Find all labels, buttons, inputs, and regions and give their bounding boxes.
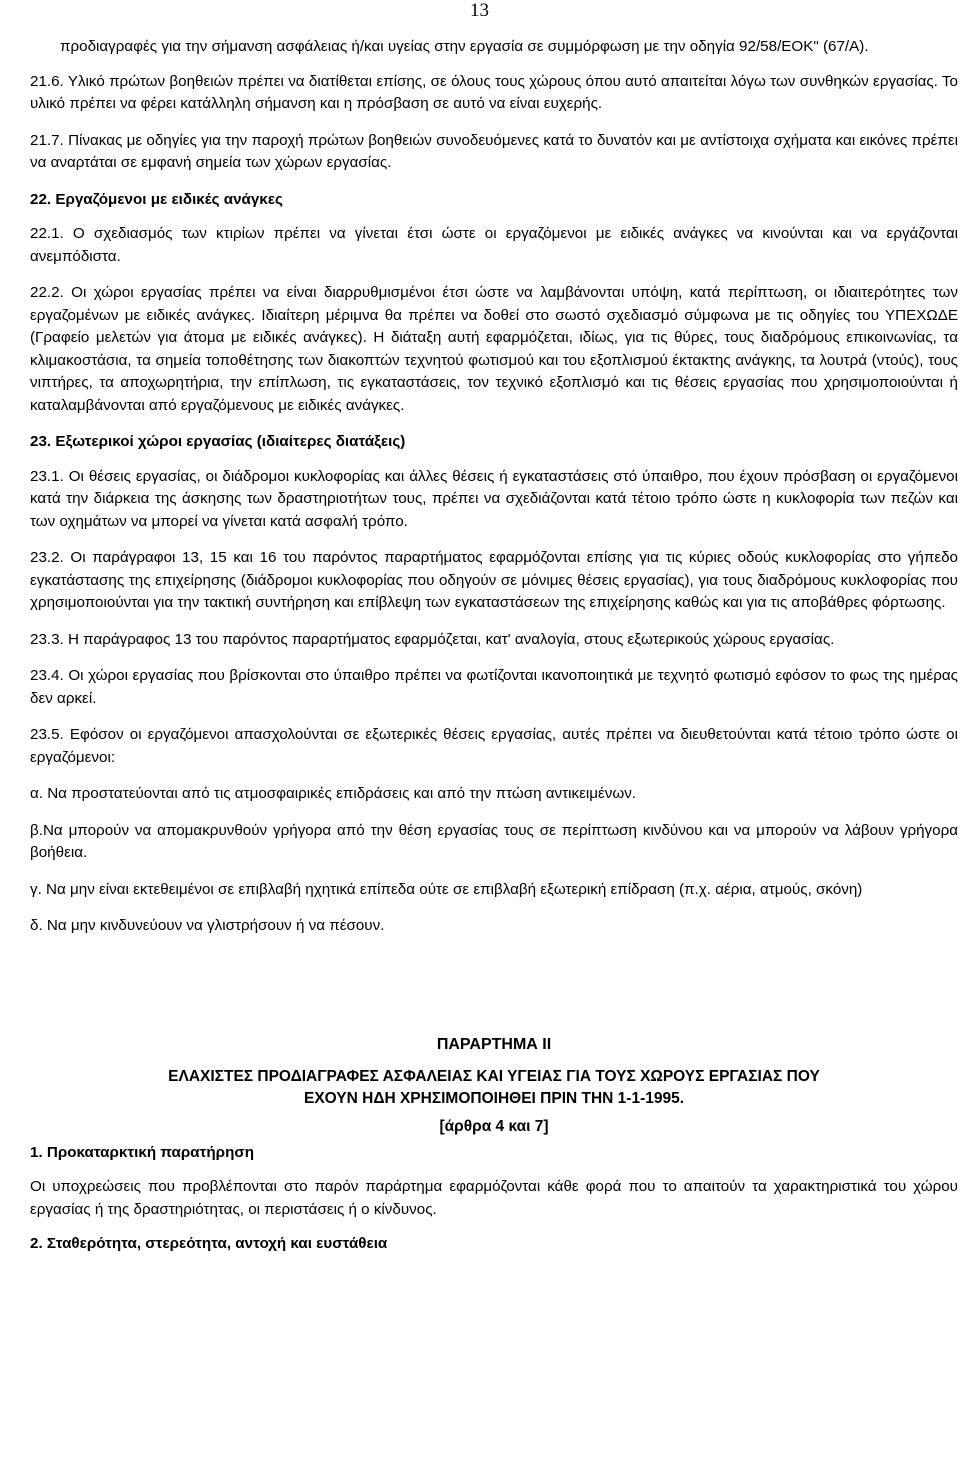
annex-paragraph-1: Οι υποχρεώσεις που προβλέπονται στο παρόν παράρτημα εφαρμόζονται κάθε φορά που το απαιτούν τα χαρακτηριστικά του χώρου εργασίας ή της δραστηριότητας, οι περιστάσεις ή ο κίνδυνος.	[30, 1178, 958, 1218]
list-item-d: δ. Να μην κινδυνεύουν να γλιστρήσουν ή να πέσουν.	[30, 917, 385, 934]
annex-title: ΠΑΡΑΡΤΗΜΑ ΙΙ	[436, 1035, 552, 1053]
section-heading-22: 22. Εργαζόμενοι με ειδικές ανάγκες	[30, 190, 283, 208]
annex-articles-ref: [άρθρα 4 και 7]	[439, 1117, 549, 1135]
paragraph-23-4: 23.4. Οι χώροι εργασίας που βρίσκονται στο ύπαιθρο πρέπει να φωτίζονται ικανοποιητικά με τεχνητό φωτισμό εφόσον το φως της ημέρας δεν αρκεί.	[30, 667, 958, 707]
paragraph-22-1: 22.1. Ο σχεδιασμός των κτιρίων πρέπει να γίνεται έτσι ώστε οι εργαζόμενοι με ειδικές ανάγκες να κινούνται και να εργάζονται ανεμπόδιστα.	[30, 225, 958, 265]
paragraph-21-7: 21.7. Πίνακας με οδηγίες για την παροχή πρώτων βοηθειών συνοδευόμενες κατά το δυνατόν και με αντίστοιχα σχήματα και εικόνες πρέπει να αναρτάται σε εμφανή σημεία των χώρων εργασίας.	[30, 131, 958, 171]
paragraph-intro: προδιαγραφές για την σήμανση ασφάλειας ή/και υγείας στην εργασία σε συμμόρφωση με την οδηγία 92/58/ΕΟΚ" (67/Α).	[60, 38, 869, 55]
paragraph-23-1: 23.1. Οι θέσεις εργασίας, οι διάδρομοι κυκλοφορίας και άλλες θέσεις ή εγκαταστάσεις στό ύπαιθρο, που έχουν πρόσβαση οι εργαζόμενοι κατά την διάρκεια της άσκησης των δραστηριοτήτων τους, πρέπει να σχεδιάζονται κατά τέτοιο τρόπο ώστε η κυκλοφορία των πεζών και των οχημάτων να μπορεί να γίνεται κατά ασφαλή τρόπο.	[30, 467, 958, 530]
paragraph-21-6: 21.6. Υλικό πρώτων βοηθειών πρέπει να διατίθεται επίσης, σε όλους τους χώρους όπου αυτό απαιτείται λόγω των συνθηκών εργασίας. Το υλικό πρέπει να φέρει κατάλληλη σήμανση και η πρόσβαση σε αυτό να είναι ευχερής.	[30, 72, 958, 112]
annex-heading-2: 2. Σταθερότητα, στερεότητα, αντοχή και ευστάθεια	[30, 1235, 388, 1252]
paragraph-23-2: 23.2. Οι παράγραφοι 13, 15 και 16 του παρόντος παραρτήματος εφαρμόζονται επίσης για τις κύριες οδούς κυκλοφορίας στο γήπεδο εγκατάστασης της επιχείρησης (διάδρομοι κυκλοφορίας που οδηγούν σε μόνιμες θέσεις εργασίας), για τους διαδρόμους κυκλοφορίας που χρησιμοποιούνται για την τακτική συντήρηση και επίβλεψη των εγκαταστάσεων της επιχείρησης καθώς και για τις αποβάθρες φόρτωσης.	[30, 549, 958, 611]
annex-heading-1: 1. Προκαταρκτική παρατήρηση	[30, 1143, 255, 1161]
document-body	[30, 36, 958, 1256]
page-gap	[30, 938, 958, 1034]
list-item-a: α. Να προστατεύονται από τις ατμοσφαιρικές επιδράσεις και από την πτώση αντικειμένων.	[30, 785, 637, 802]
list-item-b: β.Να μπορούν να απομακρυνθούν γρήγορα από την θέση εργασίας τους σε περίπτωση κινδύνου και να μπορούν να λάβουν γρήγορα βοήθεια.	[30, 821, 958, 861]
page-number: 13	[470, 0, 489, 21]
paragraph-23-3: 23.3. Η παράγραφος 13 του παρόντος παραρτήματος εφαρμόζεται, κατ' αναλογία, στους εξωτερικούς χώρους εργασίας.	[30, 630, 835, 648]
annex-subtitle-line-2: ΕΧΟΥΝ ΗΔΗ ΧΡΗΣΙΜΟΠΟΙΗΘΕΙ ΠΡΙΝ ΤΗΝ 1-1-1995.	[303, 1089, 685, 1107]
list-item-c: γ. Να μην είναι εκτεθειμένοι σε επιβλαβή ηχητικά επίπεδα ούτε σε επιβλαβή εξωτερική επίδραση (π.χ. αέρια, ατμούς, σκόνη)	[30, 880, 863, 898]
annex-subtitle-line-1: ΕΛΑΧΙΣΤΕΣ ΠΡΟΔΙΑΓΡΑΦΕΣ ΑΣΦΑΛΕΙΑΣ ΚΑΙ ΥΓΕΙΑΣ ΓΙΑ ΤΟΥΣ ΧΩΡΟΥΣ ΕΡΓΑΣΙΑΣ ΠΟΥ	[168, 1067, 820, 1085]
paragraph-23-5: 23.5. Εφόσον οι εργαζόμενοι απασχολούνται σε εξωτερικές θέσεις εργασίας, αυτές πρέπει να διευθετούνται κατά τέτοιο τρόπο ώστε οι εργαζόμενοι:	[30, 726, 958, 766]
section-heading-23: 23. Εξωτερικοί χώροι εργασίας (ιδιαίτερες διατάξεις)	[30, 433, 406, 450]
paragraph-22-2: 22.2. Οι χώροι εργασίας πρέπει να είναι διαρρυθμισμένοι έτσι ώστε να λαμβάνονται υπόψη, κατά περίπτωση, οι ιδιαιτερότητες των εργαζομένων με ειδικές ανάγκες. Ιδιαίτερη μέριμνα θα πρέπει να δοθεί στο σωστό σχεδιασμό σύμφωνα με τις οδηγίες του ΥΠΕΧΩΔΕ (Γραφείο μελετών για άτομα με ειδικές ανάγκες). Η διάταξη αυτή εφαρμόζεται, ιδίως, για τις θύρες, τους διαδρόμους επικοινωνίας, τα κλιμακοστάσια, τα σημεία τοποθέτησης των διακοπτών τεχνητού φωτισμού και του εξοπλισμού έκτακτης ανάγκης, τα λουτρά (ντούς), τους νιπτήρες, τα αποχωρητήρια, την επίπλωση, τις εγκαταστάσεις, τον τεχνικό εξοπλισμό και τις θέσεις εργασίας που χρησιμοποιούνται ή καταλαμβάνονται από εργαζόμενους με ειδικές ανάγκες.	[30, 284, 958, 414]
